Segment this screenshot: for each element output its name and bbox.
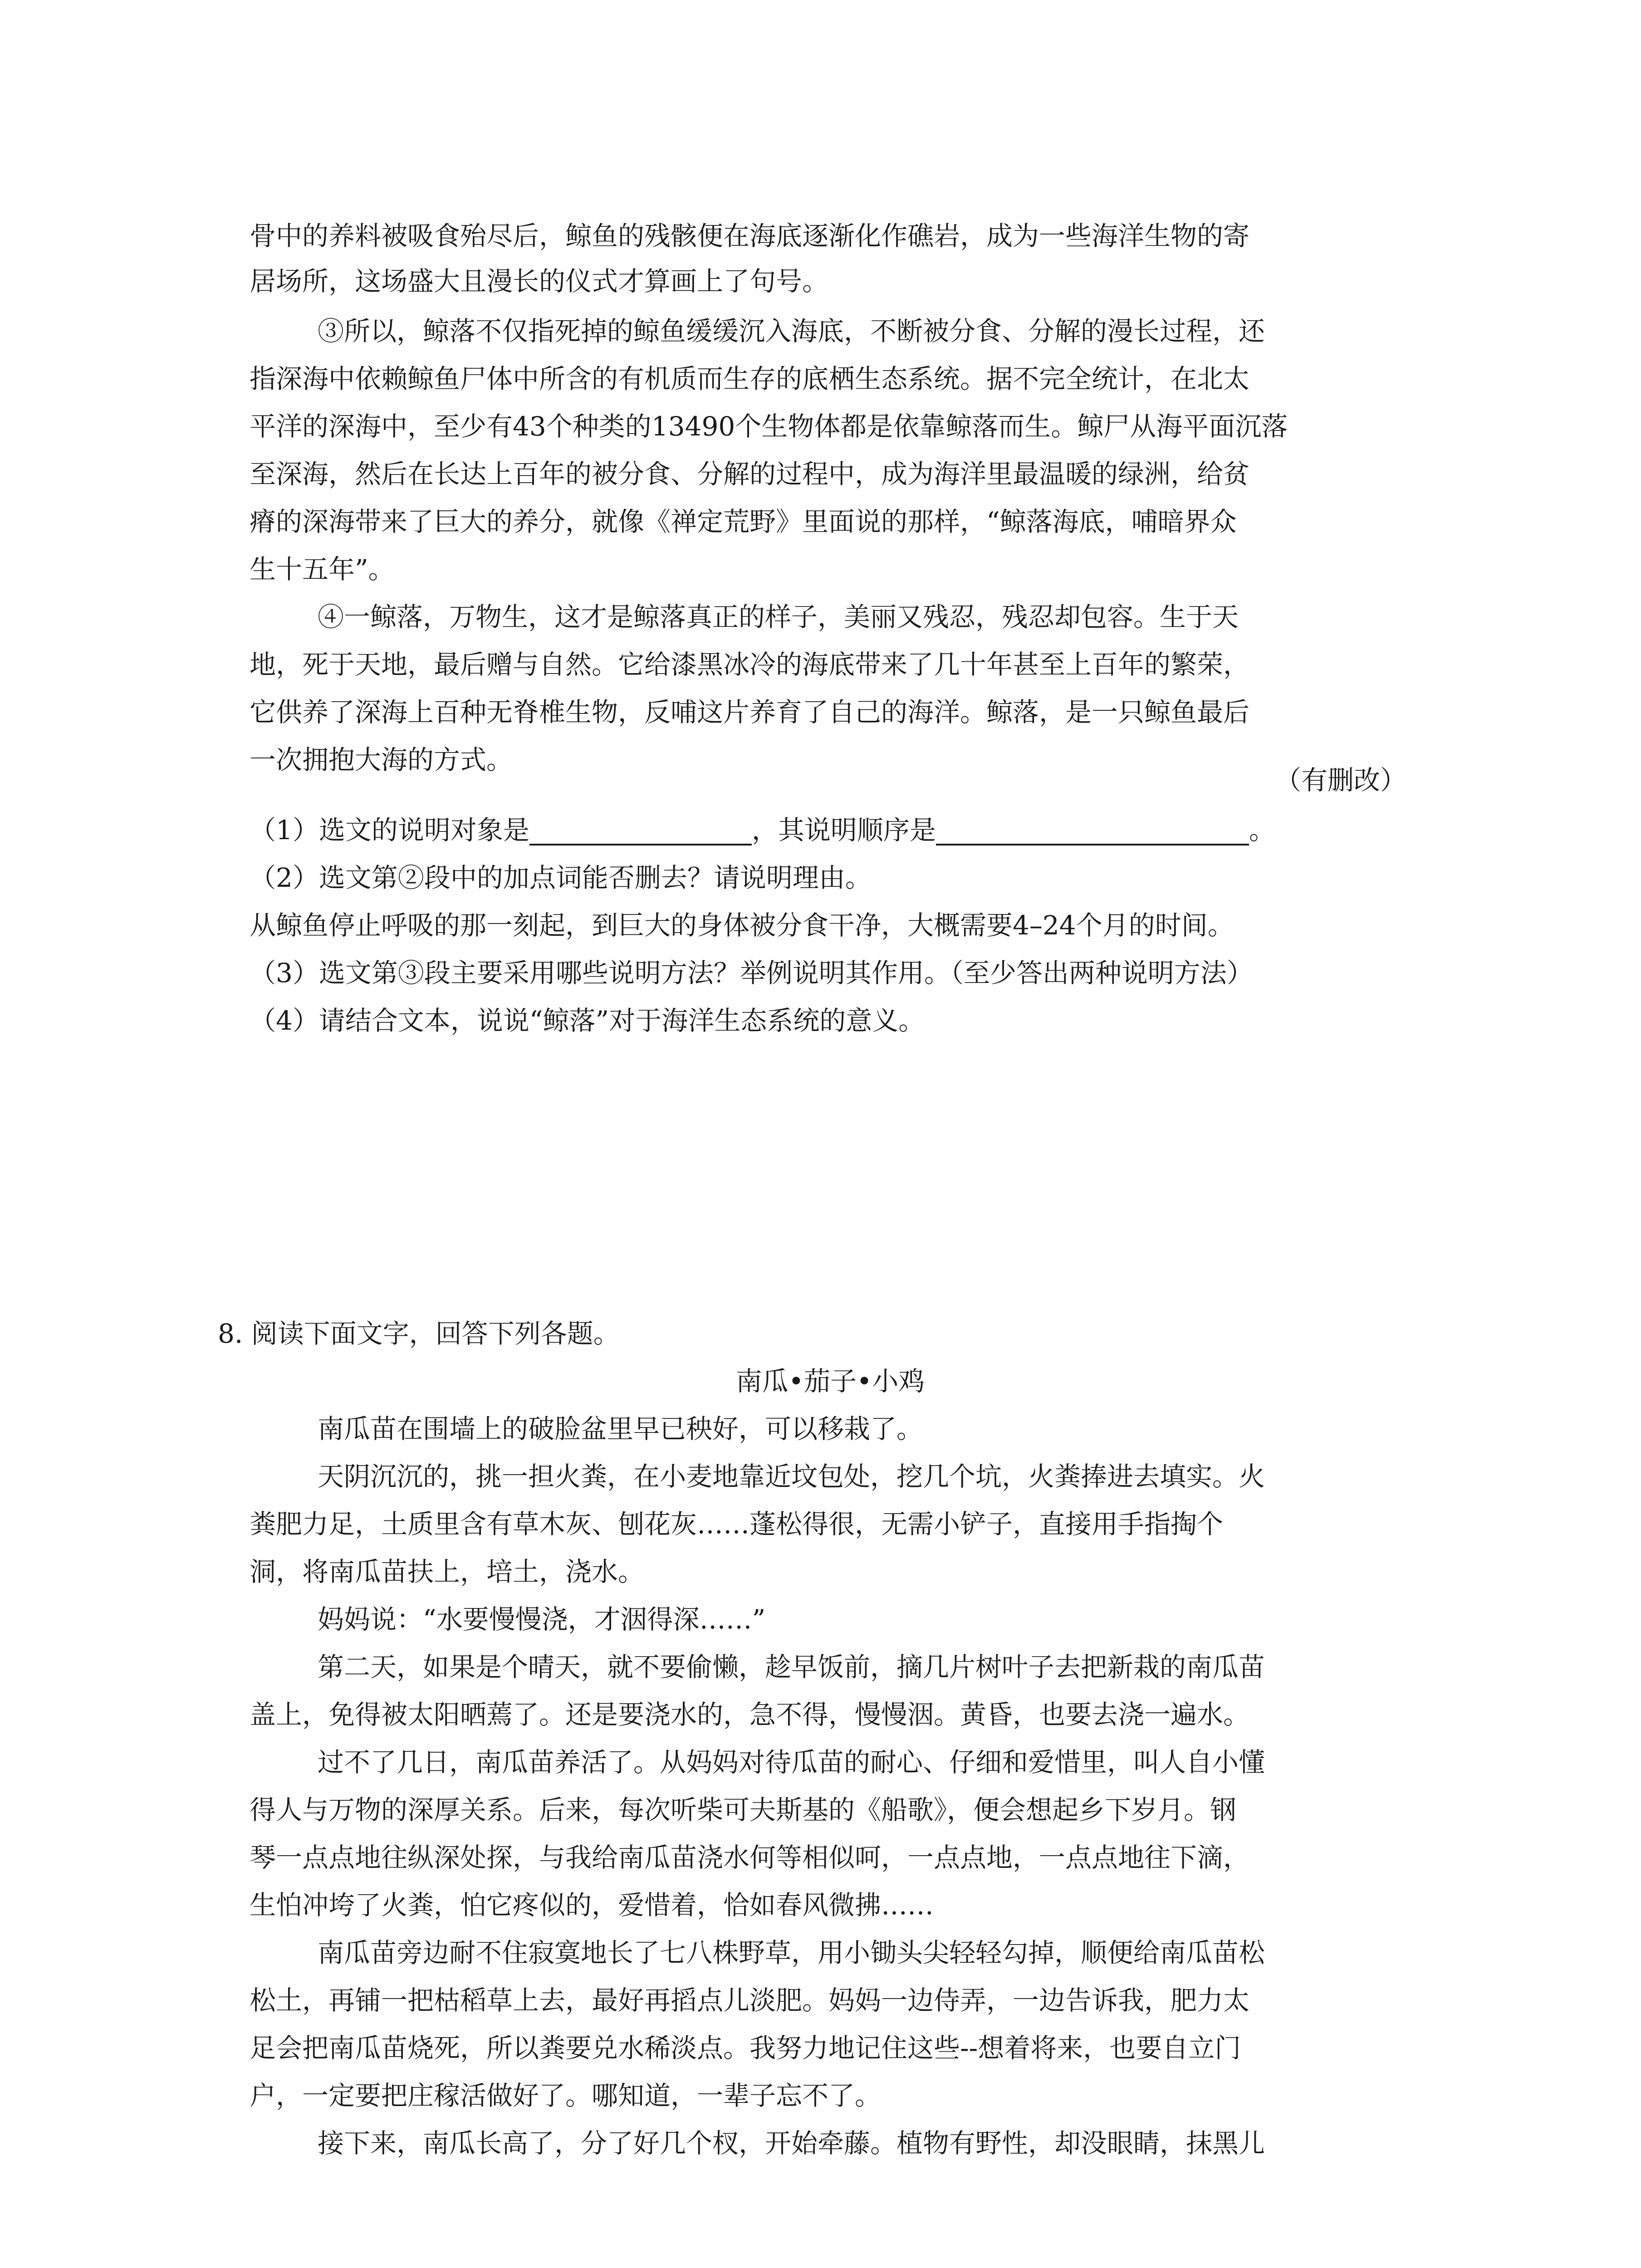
passage-line: 居场所，这场盛大且漫长的仪式才算画上了句号。	[250, 266, 829, 297]
passage-line: 盖上，免得被太阳晒蔫了。还是要浇水的，急不得，慢慢洇。黄昏，也要去浇一遍水。	[250, 1699, 1250, 1730]
question-1-text-a: （1）选文的说明对象是	[250, 815, 529, 846]
passage-line: 户，一定要把庄稼活做好了。哪知道，一辈子忘不了。	[250, 2080, 882, 2111]
question-3: （3）选文第③段主要采用哪些说明方法？举例说明其作用。（至少答出两种说明方法）	[250, 958, 1253, 988]
passage-line: 至深海，然后在长达上百年的被分食、分解的过程中，成为海洋里最温暖的绿洲，给贫	[250, 459, 1250, 489]
passage-line: 一次拥抱大海的方式。	[250, 744, 513, 775]
question-1	[250, 812, 1411, 848]
passage-line: ③所以，鲸落不仅指死掉的鲸鱼缓缓沉入海底，不断被分食、分解的漫长过程，还	[318, 316, 1265, 347]
passage-line: 妈妈说：“水要慢慢浇，才洇得深……”	[318, 1604, 766, 1635]
passage-line: 地，死于天地，最后赠与自然。它给漆黑冰冷的海底带来了几十年甚至上百年的繁荣，	[250, 649, 1250, 680]
question-2-quote: 从鲸鱼停止呼吸的那一刻起，到巨大的身体被分食干净，大概需要4–24个月的时间。	[250, 910, 1234, 941]
question-2: （2）选文第②段中的加点词能否删去？请说明理由。	[250, 862, 872, 893]
passage-line: 松土，再铺一把枯稻草上去，最好再搯点儿淡肥。妈妈一边侍弄，一边告诉我，肥力太	[250, 1985, 1250, 2016]
question-1-text-c: 。	[1249, 815, 1275, 846]
section-8-heading: 8. 阅读下面文字，回答下列各题。	[218, 1318, 620, 1349]
question-1-text-b: ，其说明顺序是	[751, 815, 936, 846]
section-8-title: 南瓜•茄子•小鸡	[735, 1366, 925, 1397]
passage-line: ④一鲸落，万物生，这才是鲸落真正的样子，美丽又残忍，残忍却包容。生于天	[318, 601, 1239, 632]
passage-line: 得人与万物的深厚关系。后来，每次听柴可夫斯基的《船歌》，便会想起乡下岁月。钢	[250, 1794, 1237, 1825]
question-4: （4）请结合文本，说说“鲸落”对于海洋生态系统的意义。	[250, 1005, 925, 1036]
answer-blank-object[interactable]	[529, 815, 752, 846]
passage-line: 生十五年”。	[250, 554, 395, 585]
passage-line: 平洋的深海中，至少有43个种类的13490个生物体都是依靠鲸落而生。鲸尸从海平面沉落	[250, 411, 1288, 442]
passage-line: 足会把南瓜苗烧死，所以粪要兑水稀淡点。我努力地记住这些--想着将来，也要自立门	[250, 2033, 1241, 2063]
passage-line: 洞，将南瓜苗扶上，培土，浇水。	[250, 1556, 645, 1587]
passage-line: 生怕冲垮了火粪，怕它疼似的，爱惜着，恰如春风微拂……	[250, 1890, 934, 1921]
passage-line: 南瓜苗在围墙上的破脸盆里早已秧好，可以移栽了。	[318, 1413, 923, 1444]
passage-line: 过不了几日，南瓜苗养活了。从妈妈对待瓜苗的耐心、仔细和爱惜里，叫人自小懂	[318, 1747, 1265, 1778]
answer-blank-order[interactable]	[936, 815, 1249, 846]
passage-line: 粪肥力足，土质里含有草木灰、刨花灰……蓬松得很，无需小铲子，直接用手指掏个	[250, 1509, 1224, 1540]
passage-line: 它供养了深海上百种无脊椎生物，反哺这片养育了自己的海洋。鲸落，是一只鲸鱼最后	[250, 697, 1250, 728]
passage-line: 南瓜苗旁边耐不住寂寞地长了七八株野草，用小锄头尖轻轻勾掉，顺便给南瓜苗松	[318, 1937, 1265, 1968]
passage-line: 琴一点点地往纵深处探，与我给南瓜苗浇水何等相似呵，一点点地，一点点地往下滴，	[250, 1842, 1250, 1873]
passage-line: 天阴沉沉的，挑一担火粪，在小麦地靠近坟包处，挖几个坑，火粪捧进去填实。火	[318, 1461, 1265, 1492]
passage-line: 瘠的深海带来了巨大的养分，就像《禅定荒野》里面说的那样，“鲸落海底，哺暗界众	[250, 506, 1237, 537]
passage-line: 指深海中依赖鲸鱼尸体中所含的有机质而生存的底栖生态系统。据不完全统计，在北太	[250, 363, 1250, 394]
passage-line: 第二天，如果是个晴天，就不要偷懒，趁早饭前，摘几片树叶子去把新栽的南瓜苗	[318, 1652, 1265, 1682]
passage-line: 接下来，南瓜长高了，分了好几个杈，开始牵藤。植物有野性，却没眼睛，抹黑儿	[318, 2128, 1265, 2159]
passage-line: 骨中的养料被吸食殆尽后，鲸鱼的残骸便在海底逐渐化作礁岩，成为一些海洋生物的寄	[250, 220, 1250, 251]
source-note: （有删改）	[1274, 765, 1406, 796]
